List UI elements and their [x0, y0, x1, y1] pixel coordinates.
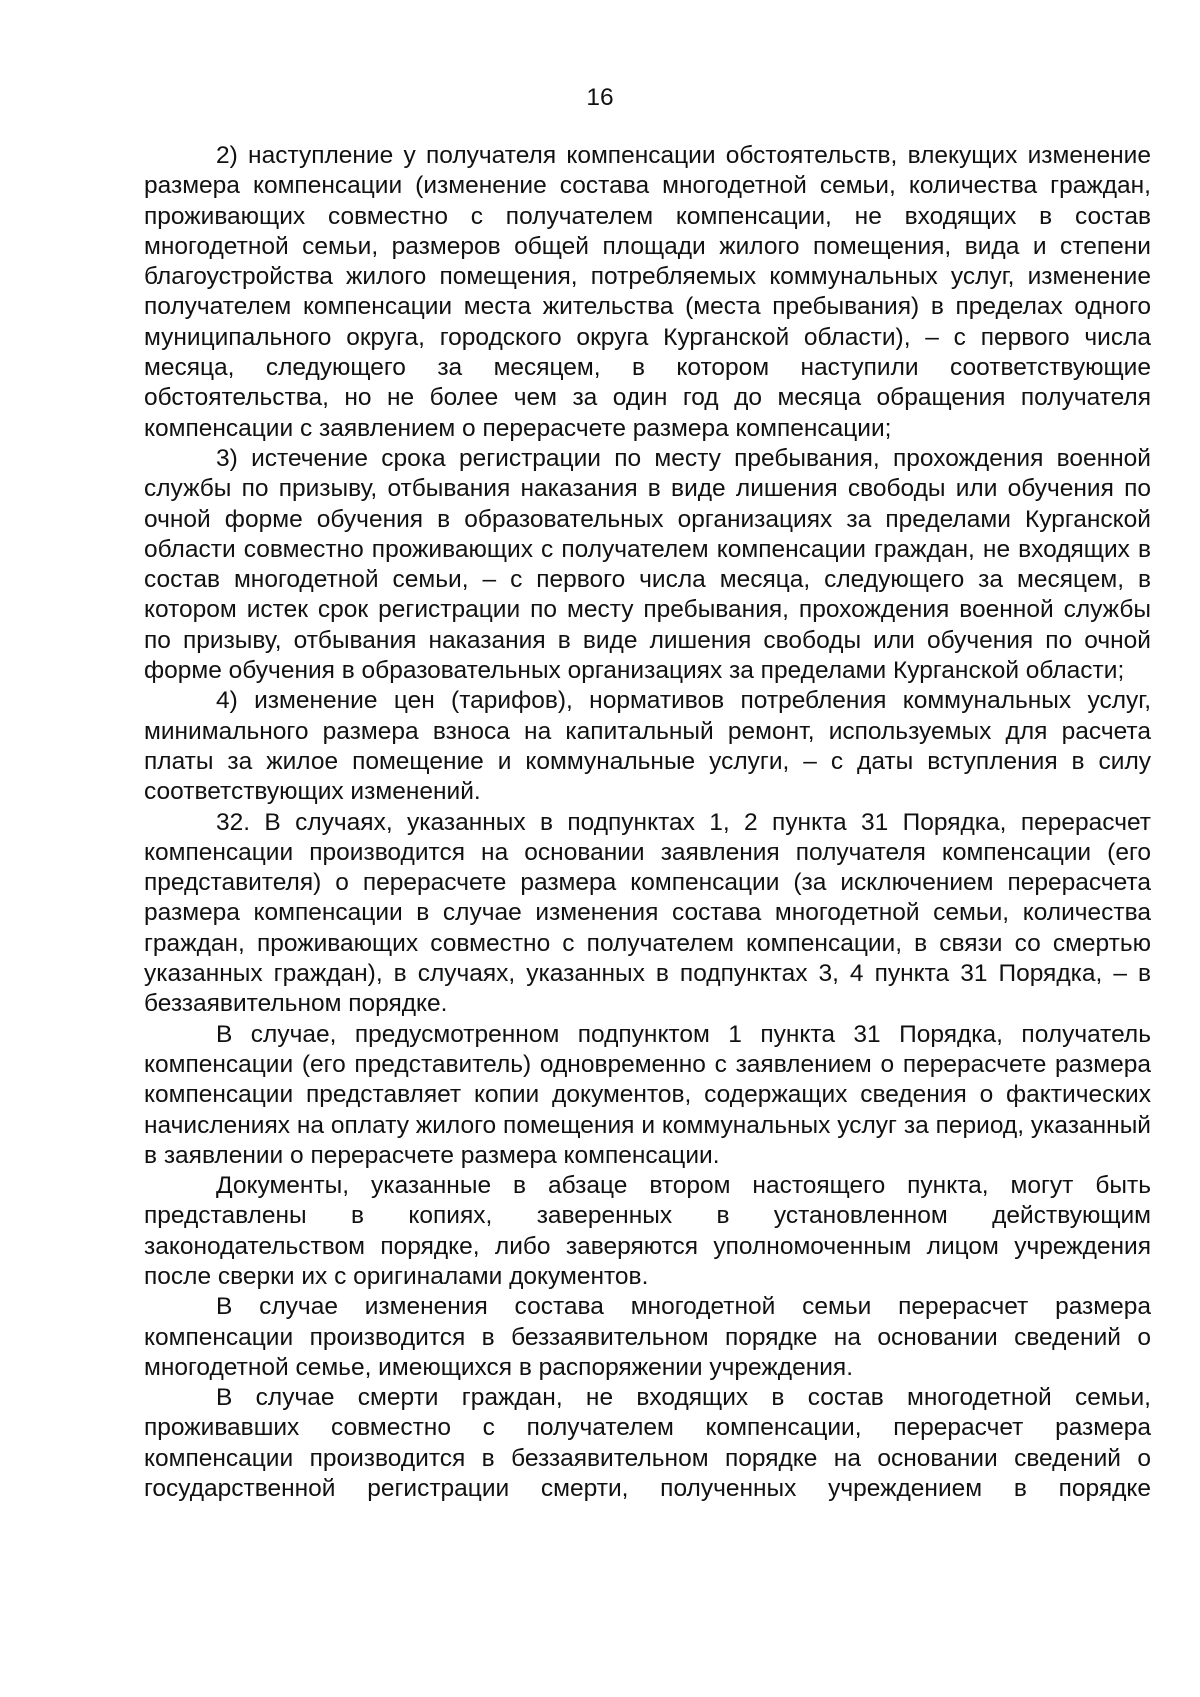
document-body [144, 141, 1151, 1504]
paragraph-subitem-4: 4) изменение цен (тарифов), нормативов потребления коммунальных услуг, минимального размера взноса на капитальный ремонт, используемых для расчета платы за жилое помещение и коммунальные услуги, – с даты вступления в силу соответствующих изменений. [144, 687, 1151, 806]
paragraph-subitem-2: 2) наступление у получателя компенсации обстоятельств, влекущих изменение размера компенсации (изменение состава многодетной семьи, количества граждан, проживающих совместно с получателем компенсации, не входящих в состав многодетной семьи, размеров общей площади жилого помещения, вида и степени благоустройства жилого помещения, потребляемых коммунальных услуг, изменение получателем компенсации места жительства (места пребывания) в пределах одного муниципального округа, городского округа Курганской области), – с первого числа месяца, следующего за месяцем, в котором наступили соответствующие обстоятельства, но не более чем за один год до месяца обращения получателя компенсации с заявлением о перерасчете размера компенсации; [144, 142, 1151, 442]
paragraph-death-case: В случае смерти граждан, не входящих в состав многодетной семьи, проживавших совместно с получателем компенсации, перерасчет размера компенсации производится в беззаявительном порядке на основании сведений о государственной регистрации смерти, полученных учреждением в порядке [144, 1384, 1151, 1503]
paragraph-copies-of-documents: В случае, предусмотренном подпунктом 1 пункта 31 Порядка, получатель компенсации (его представитель) одновременно с заявлением о перерасчете размера компенсации представляет копии документов, содержащих сведения о фактических начислениях на оплату жилого помещения и коммунальных услуг за период, указанный в заявлении о перерасчете размера компенсации. [144, 1020, 1151, 1169]
paragraph-item-32: 32. В случаях, указанных в подпунктах 1, 2 пункта 31 Порядка, перерасчет компенсации производится на основании заявления получателя компенсации (его представителя) о перерасчете размера компенсации (за исключением перерасчета размера компенсации в случае изменения состава многодетной семьи, количества граждан, проживающих совместно с получателем компенсации, в связи со смертью указанных граждан), в случаях, указанных в подпунктах 3, 4 пункта 31 Порядка, – в беззаявительном порядке. [144, 808, 1151, 1018]
page-number: 16 [586, 84, 614, 111]
paragraph-subitem-3: 3) истечение срока регистрации по месту пребывания, прохождения военной службы по призыву, отбывания наказания в виде лишения свободы или обучения по очной форме обучения в образовательных организациях за пределами Курганской области совместно проживающих с получателем компенсации граждан, не входящих в состав многодетной семьи, – с первого числа месяца, следующего за месяцем, в котором истек срок регистрации по месту пребывания, прохождения военной службы по призыву, отбывания наказания в виде лишения свободы или обучения по очной форме обучения в образовательных организациях за пределами Курганской области; [144, 444, 1151, 685]
paragraph-family-change: В случае изменения состава многодетной семьи перерасчет размера компенсации производится в беззаявительном порядке на основании сведений о многодетной семье, имеющихся в распоряжении учреждения. [144, 1293, 1151, 1381]
paragraph-certified-copies: Документы, указанные в абзаце втором настоящего пункта, могут быть представлены в копиях, заверенных в установленном действующим законодательством порядке, либо заверяются уполномоченным лицом учреждения после сверки их с оригиналами документов. [144, 1172, 1151, 1290]
